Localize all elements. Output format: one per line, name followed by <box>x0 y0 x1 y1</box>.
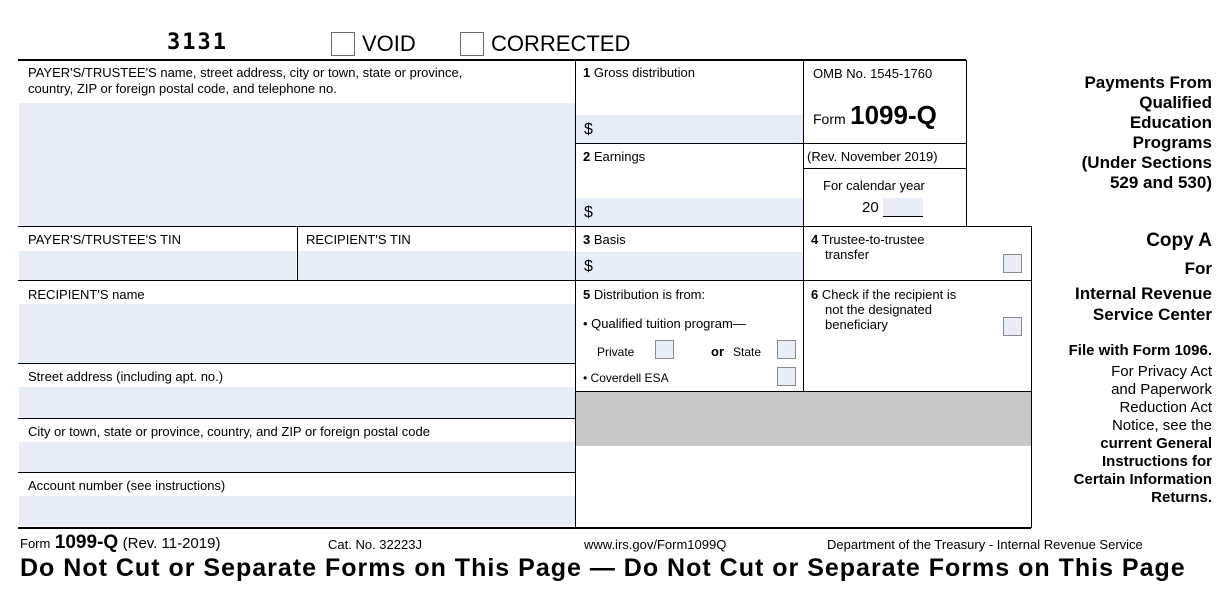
notice-line: Notice, see the <box>1111 417 1212 434</box>
recipient-tin-input[interactable] <box>298 251 575 280</box>
recipient-name-label: RECIPIENT'S name <box>28 287 145 302</box>
title-line: Payments From <box>1084 73 1212 92</box>
account-number-input[interactable] <box>19 496 575 526</box>
payer-input[interactable] <box>19 103 575 226</box>
department-label: Department of the Treasury - Internal Revenue Service <box>827 537 1143 552</box>
state-checkbox[interactable] <box>777 340 796 359</box>
form-top-border <box>18 59 966 61</box>
box3-number: 3 <box>583 232 591 247</box>
state-label: State <box>733 345 762 359</box>
footer-form-name: 1099-Q <box>54 532 119 553</box>
row-line-street <box>18 363 575 364</box>
irs-center-line2: Service Center <box>1092 305 1212 324</box>
corrected-label: CORRECTED <box>491 31 631 56</box>
catalog-number: Cat. No. 32223J <box>328 537 422 552</box>
void-checkbox[interactable] <box>331 32 355 56</box>
footer-revision: (Rev. 11-2019) <box>122 535 221 552</box>
box2-label <box>583 149 645 164</box>
form-name: 1099-Q <box>850 100 937 130</box>
calendar-year-prefix: 20 <box>862 199 879 216</box>
box3-text: Basis <box>593 232 626 247</box>
payer-label-line2: country, ZIP or foreign postal code, and telephone no. <box>28 81 337 96</box>
void-label: VOID <box>362 31 416 56</box>
box6-label-line2: not the designated <box>825 302 932 317</box>
notice-line: For Privacy Act <box>1111 363 1212 380</box>
calendar-year-field <box>862 198 923 217</box>
qualified-tuition-label: • Qualified tuition program— <box>583 316 746 331</box>
box3-label <box>583 232 626 247</box>
irs-center-line1: Internal Revenue <box>1075 284 1212 303</box>
form-prefix: Form <box>813 111 846 127</box>
box1-text: Gross distribution <box>593 65 696 80</box>
form-revision: (Rev. November 2019) <box>807 149 938 164</box>
box4-label-line2: transfer <box>825 247 870 262</box>
coverdell-label: • Coverdell ESA <box>583 371 669 385</box>
title-line: Programs <box>1132 133 1212 152</box>
box6-label-line1 <box>811 287 956 302</box>
gross-distribution-input[interactable] <box>576 115 803 143</box>
payer-tin-input[interactable] <box>19 251 296 280</box>
notice-line: and Paperwork <box>1111 381 1212 398</box>
row-line-name <box>18 280 1031 281</box>
title-line: Qualified <box>1139 93 1212 112</box>
do-not-cut-warning: Do Not Cut or Separate Forms on This Page — Do Not Cut or Separate Forms on This Page <box>20 554 1186 582</box>
footer-form-id <box>20 532 220 554</box>
row-line-rev <box>804 143 966 144</box>
col-divider-4 <box>1031 226 1032 528</box>
box1-label <box>583 65 695 80</box>
instructions-line: Returns. <box>1151 489 1212 506</box>
private-checkbox[interactable] <box>655 340 674 359</box>
form-bottom-border <box>18 527 1031 529</box>
street-address-label: Street address (including apt. no.) <box>28 369 224 384</box>
box3-dollar-sign: $ <box>584 258 593 275</box>
or-label: or <box>711 344 724 359</box>
instructions-line: Instructions for <box>1101 453 1212 470</box>
box2-dollar-sign: $ <box>584 204 593 221</box>
box6-label-line3: beneficiary <box>825 317 888 332</box>
row-line-account <box>18 472 575 473</box>
box4-text: Trustee-to-trustee <box>821 232 925 247</box>
footer-form-prefix: Form <box>20 536 51 551</box>
box5-text: Distribution is from: <box>593 287 706 302</box>
col-divider-3 <box>966 60 967 226</box>
basis-input[interactable] <box>576 252 803 280</box>
box2-text: Earnings <box>593 149 646 164</box>
file-with-label: File with Form 1096. <box>1068 342 1212 359</box>
row-line-tin <box>18 226 1031 227</box>
general-instructions <box>1074 435 1212 507</box>
copy-a-label: Copy A <box>1146 230 1212 251</box>
box1-dollar-sign: $ <box>584 121 593 138</box>
box6-text: Check if the recipient is <box>821 287 957 302</box>
box6-number: 6 <box>811 287 819 302</box>
privacy-notice <box>1111 363 1212 435</box>
calendar-year-label: For calendar year <box>823 178 925 193</box>
omb-number: OMB No. 1545-1760 <box>813 66 933 81</box>
calendar-year-input[interactable] <box>883 198 923 217</box>
form-name-header <box>813 100 937 131</box>
shaded-area <box>576 392 1031 446</box>
irs-url[interactable]: www.irs.gov/Form1099Q <box>584 537 727 552</box>
title-line: (Under Sections <box>1081 153 1212 172</box>
city-label: City or town, state or province, country, and ZIP or foreign postal code <box>28 424 430 439</box>
account-number-label: Account number (see instructions) <box>28 478 226 493</box>
box5-label <box>583 287 705 302</box>
box4-label-line1 <box>811 232 924 247</box>
form-title <box>1082 73 1212 193</box>
notice-line: Reduction Act <box>1119 399 1212 416</box>
title-line: 529 and 530) <box>1109 173 1212 192</box>
copy-for-label: For <box>1184 259 1212 278</box>
not-designated-beneficiary-checkbox[interactable] <box>1003 317 1022 336</box>
row-line-box2 <box>576 143 803 144</box>
instructions-line: Certain Information <box>1073 471 1212 488</box>
form-code: 3131 <box>167 30 228 55</box>
earnings-input[interactable] <box>576 198 803 226</box>
box1-number: 1 <box>583 65 591 80</box>
box2-number: 2 <box>583 149 591 164</box>
recipient-tin-label: RECIPIENT'S TIN <box>306 232 411 247</box>
title-line: Education <box>1129 113 1212 132</box>
row-line-city <box>18 418 575 419</box>
coverdell-checkbox[interactable] <box>777 367 796 386</box>
recipient-name-input[interactable] <box>19 304 575 363</box>
corrected-checkbox[interactable] <box>460 32 484 56</box>
payer-tin-label: PAYER'S/TRUSTEE'S TIN <box>28 232 182 247</box>
street-address-input[interactable] <box>19 387 575 418</box>
row-line-cal <box>804 168 966 169</box>
trustee-transfer-checkbox[interactable] <box>1003 254 1022 273</box>
payer-label-line1: PAYER'S/TRUSTEE'S name, street address, city or town, state or province, <box>28 65 463 80</box>
city-input[interactable] <box>19 442 575 472</box>
box4-number: 4 <box>811 232 819 247</box>
box5-number: 5 <box>583 287 591 302</box>
private-label: Private <box>597 345 635 359</box>
instructions-line: current General <box>1100 435 1212 452</box>
